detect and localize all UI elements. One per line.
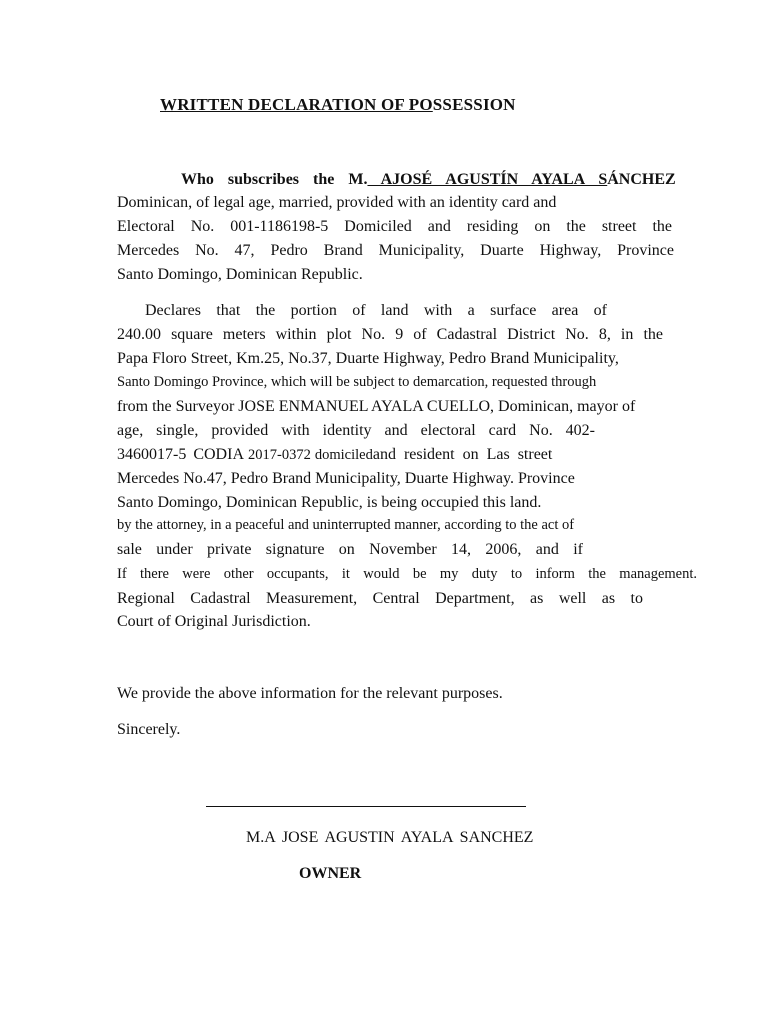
title-underlined-part: WRITTEN DECLARATION OF PO [160, 95, 433, 114]
signature-role: OWNER [299, 865, 362, 882]
intro-line-2: Dominican, of legal age, married, provided with an identity card and [117, 194, 557, 211]
declaration-line-13: Regional Cadastral Measurement, Central Department, as well as to [117, 590, 643, 607]
signature-line [206, 806, 526, 807]
intro-lead-prefix: Who subscribes the M. [181, 171, 368, 188]
declaration-line-5: from the Surveyor JOSE ENMANUEL AYALA CUELLO, Dominican, mayor of [117, 398, 636, 415]
intro-lead-name-rest: ÁNCHEZ [607, 171, 676, 188]
declaration-line-10: by the attorney, in a peaceful and uninterrupted manner, according to the act of [117, 517, 575, 533]
signature-name: M.A JOSE AGUSTIN AYALA SANCHEZ [246, 829, 534, 846]
declaration-line-12: If there were other occupants, it would be my duty to inform the management. [117, 566, 697, 582]
title-rest-part: SSESSION [432, 95, 516, 114]
declaration-line-7a: 3460017-5 CODIA [117, 446, 244, 463]
closing-sincerely: Sincerely. [117, 721, 181, 738]
declaration-line-8: Mercedes No.47, Pedro Brand Municipality, Duarte Highway. Province [117, 470, 575, 487]
declaration-line-14: Court of Original Jurisdiction. [117, 613, 311, 630]
closing-purpose: We provide the above information for the relevant purposes. [117, 685, 503, 702]
declaration-line-7 [117, 446, 552, 464]
intro-lead-line [181, 171, 736, 189]
intro-lead-name-underlined: AJOSÉ AGUSTÍN AYALA S [367, 171, 608, 188]
declaration-line-6: age, single, provided with identity and electoral card No. 402- [117, 422, 595, 439]
declaration-line-11: sale under private signature on November 14, 2006, and if [117, 541, 583, 558]
declaration-line-9: Santo Domingo, Dominican Republic, is being occupied this land. [117, 494, 542, 511]
intro-line-4: Mercedes No. 47, Pedro Brand Municipality, Duarte Highway, Province [117, 242, 674, 259]
declaration-line-7b: 2017-0372 [248, 447, 311, 463]
declaration-line-7c: domiciled [314, 447, 373, 463]
declaration-line-3: Papa Floro Street, Km.25, No.37, Duarte Highway, Pedro Brand Municipality, [117, 350, 619, 367]
document-title [0, 95, 768, 115]
declaration-line-1: Declares that the portion of land with a surface area of [145, 302, 607, 319]
intro-line-5: Santo Domingo, Dominican Republic. [117, 266, 363, 283]
declaration-line-7d: and resident on Las street [372, 446, 553, 463]
declaration-line-2: 240.00 square meters within plot No. 9 of Cadastral District No. 8, in the [117, 326, 663, 343]
intro-line-3: Electoral No. 001-1186198-5 Domiciled and residing on the street the [117, 218, 672, 235]
declaration-line-4: Santo Domingo Province, which will be subject to demarcation, requested through [117, 374, 597, 390]
